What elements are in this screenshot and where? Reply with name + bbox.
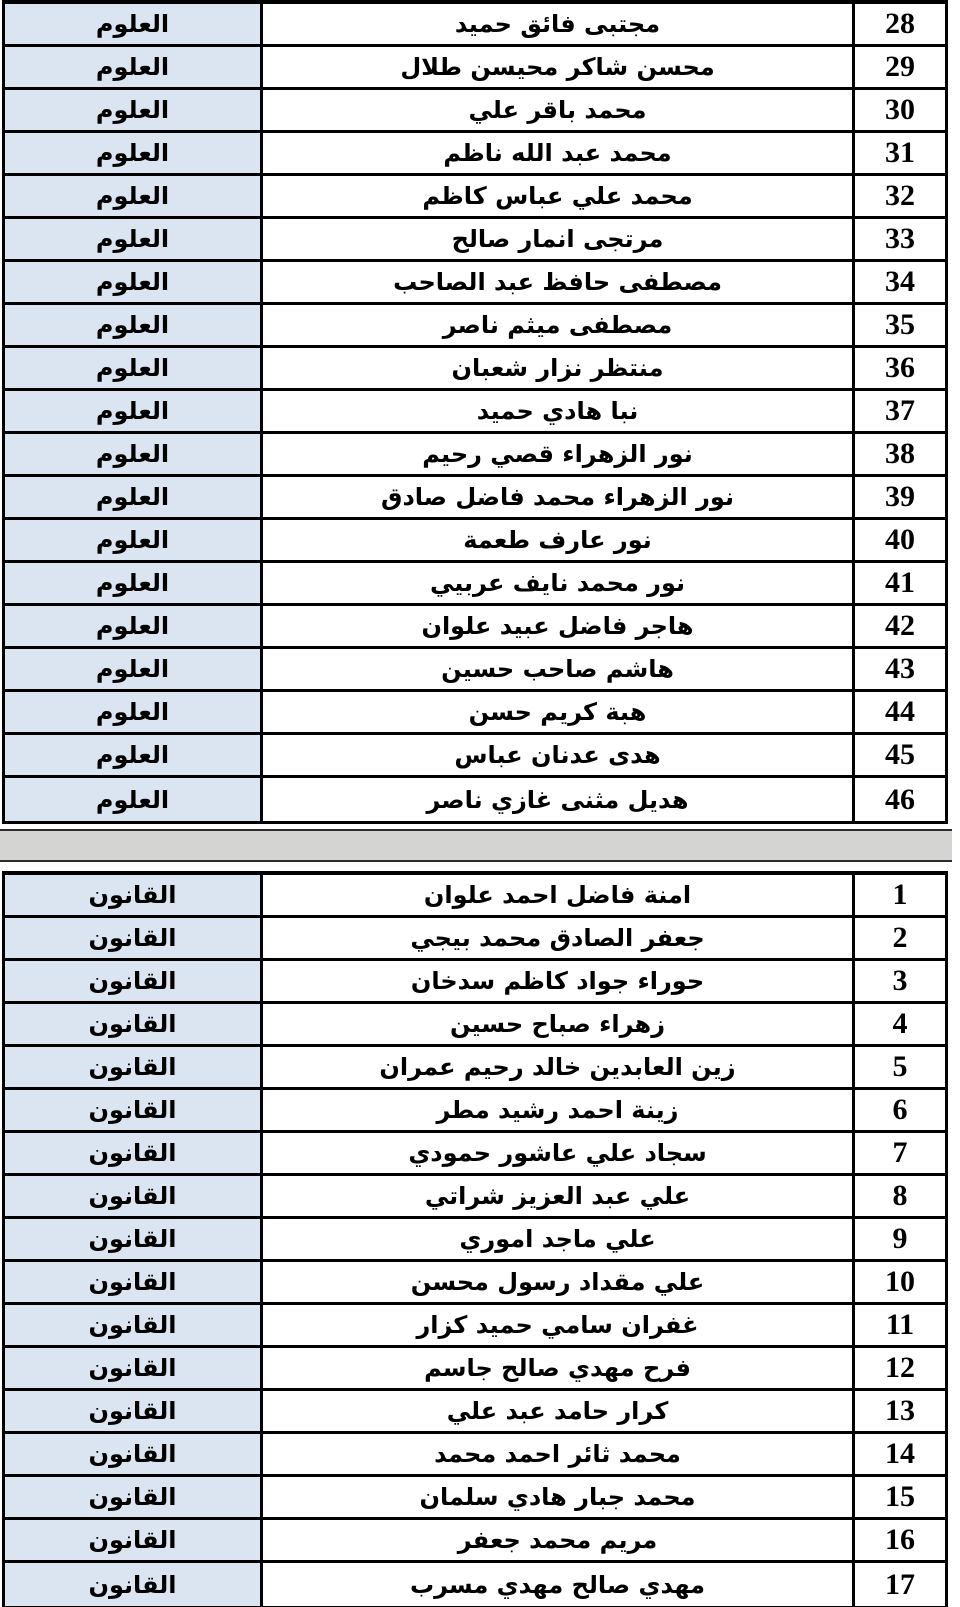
table-row — [5, 1477, 945, 1520]
department-cell — [5, 520, 263, 560]
department-cell — [5, 918, 263, 958]
department-cell — [5, 90, 263, 130]
department-cell — [5, 348, 263, 388]
department-cell — [5, 434, 263, 474]
student-name-cell: علي عبد العزيز شراتي — [424, 1182, 691, 1210]
student-name-cell: محمد باقر علي — [468, 96, 647, 124]
student-name-cell: محمد عبد الله ناظم — [443, 139, 672, 167]
row-number-cell: 33 — [852, 219, 945, 259]
department-cell — [5, 735, 263, 775]
student-name-cell: هبة كريم حسن — [468, 698, 647, 726]
student-name-cell: كرار حامد عبد علي — [446, 1397, 669, 1425]
table-row — [5, 875, 945, 918]
table-row — [5, 176, 945, 219]
row-number-cell: 46 — [852, 778, 945, 821]
department-cell — [5, 477, 263, 517]
row-number-cell: 38 — [852, 434, 945, 474]
student-name-cell: نور عارف طعمة — [463, 526, 652, 554]
department-label: العلوم — [95, 53, 170, 81]
department-cell — [5, 176, 263, 216]
department-label: العلوم — [95, 483, 170, 511]
row-number-cell: 42 — [852, 606, 945, 646]
student-name-cell: محمد علي عباس كاظم — [422, 182, 693, 210]
table-row — [5, 262, 945, 305]
department-cell — [5, 1348, 263, 1388]
department-label: القانون — [88, 924, 177, 952]
department-label: العلوم — [95, 139, 170, 167]
row-number-cell: 40 — [852, 520, 945, 560]
table-row — [5, 1520, 945, 1563]
student-name-cell: نور محمد نايف عربيي — [429, 569, 686, 597]
row-number-cell: 15 — [852, 1477, 945, 1517]
table-row — [5, 219, 945, 262]
row-number-cell: 4 — [852, 1004, 945, 1044]
row-number-cell: 1 — [852, 875, 945, 915]
department-label: القانون — [88, 1570, 177, 1599]
student-name-cell: زهراء صباح حسين — [450, 1010, 666, 1038]
department-label: القانون — [88, 967, 177, 995]
row-number-cell: 31 — [852, 133, 945, 173]
row-number-cell: 6 — [852, 1090, 945, 1130]
table-row — [5, 391, 945, 434]
row-number-cell: 17 — [852, 1563, 945, 1606]
table-row — [5, 1047, 945, 1090]
table-row — [5, 1176, 945, 1219]
student-name-cell: مصطفى ميثم ناصر — [442, 311, 673, 339]
department-cell — [5, 1262, 263, 1302]
table-row — [5, 305, 945, 348]
department-cell — [5, 875, 263, 915]
department-cell — [5, 563, 263, 603]
department-label: العلوم — [95, 354, 170, 382]
student-name-cell: محمد جبار هادي سلمان — [419, 1483, 696, 1511]
student-name-cell: هاشم صاحب حسين — [441, 655, 674, 683]
student-name-cell: حوراء جواد كاظم سدخان — [410, 967, 705, 995]
row-number-cell: 44 — [852, 692, 945, 732]
student-name-cell: امنة فاضل احمد علوان — [423, 881, 692, 909]
table-row — [5, 1305, 945, 1348]
department-cell — [5, 1004, 263, 1044]
row-number-cell: 32 — [852, 176, 945, 216]
row-number-cell: 16 — [852, 1520, 945, 1560]
row-number-cell: 11 — [852, 1305, 945, 1345]
row-number-cell: 45 — [852, 735, 945, 775]
department-cell — [5, 1520, 263, 1560]
department-label: العلوم — [95, 612, 170, 640]
table-row — [5, 1391, 945, 1434]
table-row — [5, 692, 945, 735]
row-number-cell: 7 — [852, 1133, 945, 1173]
student-name-cell: مصطفى حافظ عبد الصاحب — [393, 268, 722, 296]
student-name-cell: مجتبى فائق حميد — [454, 10, 661, 38]
table-row — [5, 961, 945, 1004]
table-row — [5, 735, 945, 778]
student-name-cell: نور الزهراء قصي رحيم — [422, 440, 693, 468]
department-cell — [5, 649, 263, 689]
department-label: العلوم — [95, 225, 170, 253]
table-row — [5, 563, 945, 606]
department-label: القانون — [88, 1397, 177, 1425]
department-cell — [5, 961, 263, 1001]
student-name-cell: نور الزهراء محمد فاضل صادق — [381, 483, 734, 511]
table-row — [5, 90, 945, 133]
row-number-cell: 5 — [852, 1047, 945, 1087]
row-number-cell: 37 — [852, 391, 945, 431]
department-cell — [5, 606, 263, 646]
department-label: القانون — [88, 1225, 177, 1253]
department-cell — [5, 391, 263, 431]
student-name-cell: هديل مثنى غازي ناصر — [426, 785, 689, 814]
row-number-cell: 35 — [852, 305, 945, 345]
table-row — [5, 778, 945, 821]
table-row — [5, 434, 945, 477]
student-name-cell: جعفر الصادق محمد بيجي — [410, 924, 705, 952]
department-cell — [5, 1090, 263, 1130]
department-label: القانون — [88, 1440, 177, 1468]
department-cell — [5, 305, 263, 345]
department-cell — [5, 133, 263, 173]
row-number-cell: 43 — [852, 649, 945, 689]
department-label: العلوم — [95, 785, 170, 814]
department-label: القانون — [88, 1268, 177, 1296]
row-number-cell: 13 — [852, 1391, 945, 1431]
department-cell — [5, 47, 263, 87]
table-row — [5, 918, 945, 961]
table-row — [5, 348, 945, 391]
section-separator-bar — [0, 829, 952, 862]
student-name-cell: زين العابدين خالد رحيم عمران — [379, 1053, 736, 1081]
department-cell — [5, 1391, 263, 1431]
department-cell — [5, 1563, 263, 1606]
department-label: القانون — [88, 1096, 177, 1124]
row-number-cell: 28 — [852, 4, 945, 44]
department-label: العلوم — [95, 311, 170, 339]
table-row — [5, 1348, 945, 1391]
department-label: القانون — [88, 1139, 177, 1167]
table-row — [5, 1090, 945, 1133]
department-label: العلوم — [95, 397, 170, 425]
row-number-cell: 39 — [852, 477, 945, 517]
department-label: العلوم — [95, 182, 170, 210]
student-name-cell: فرح مهدي صالح جاسم — [424, 1354, 691, 1382]
department-label: العلوم — [95, 655, 170, 683]
student-name-cell: علي ماجد اموري — [459, 1225, 656, 1253]
department-label: القانون — [88, 1182, 177, 1210]
table-row — [5, 649, 945, 692]
student-name-cell: هاجر فاضل عبيد علوان — [421, 612, 694, 640]
student-name-cell: محسن شاكر محيسن طلال — [400, 53, 715, 81]
department-label: القانون — [88, 1010, 177, 1038]
student-name-cell: سجاد علي عاشور حمودي — [408, 1139, 707, 1167]
table-row — [5, 1004, 945, 1047]
row-number-cell: 2 — [852, 918, 945, 958]
student-name-cell: زينة احمد رشيد مطر — [436, 1096, 679, 1124]
department-label: العلوم — [95, 569, 170, 597]
department-label: القانون — [88, 1053, 177, 1081]
department-cell — [5, 1219, 263, 1259]
department-label: العلوم — [95, 268, 170, 296]
table-row — [5, 4, 945, 47]
row-number-cell: 34 — [852, 262, 945, 302]
department-label: العلوم — [95, 698, 170, 726]
row-number-cell: 10 — [852, 1262, 945, 1302]
department-cell — [5, 1477, 263, 1517]
student-name-cell: محمد ثائر احمد محمد — [434, 1440, 681, 1468]
row-number-cell: 36 — [852, 348, 945, 388]
law-roster-table — [2, 871, 948, 1607]
student-name-cell: مهدي صالح مهدي مسرب — [409, 1570, 706, 1599]
table-row — [5, 47, 945, 90]
student-name-cell: مرتجى انمار صالح — [451, 225, 664, 253]
student-name-cell: هدى عدنان عباس — [454, 741, 661, 769]
table-row — [5, 1262, 945, 1305]
department-cell — [5, 1176, 263, 1216]
row-number-cell: 12 — [852, 1348, 945, 1388]
department-label: القانون — [88, 1311, 177, 1339]
row-number-cell: 9 — [852, 1219, 945, 1259]
department-cell — [5, 778, 263, 821]
department-cell — [5, 262, 263, 302]
department-label: العلوم — [95, 96, 170, 124]
student-name-cell: نبا هادي حميد — [476, 397, 639, 425]
department-cell — [5, 1047, 263, 1087]
row-number-cell: 41 — [852, 563, 945, 603]
department-cell — [5, 692, 263, 732]
table-row — [5, 1219, 945, 1262]
department-label: العلوم — [95, 440, 170, 468]
student-name-cell: مريم محمد جعفر — [457, 1526, 658, 1554]
department-label: العلوم — [95, 10, 170, 38]
department-label: القانون — [88, 881, 177, 909]
table-row — [5, 520, 945, 563]
student-name-cell: علي مقداد رسول محسن — [410, 1268, 705, 1296]
row-number-cell: 8 — [852, 1176, 945, 1216]
table-row — [5, 1563, 945, 1606]
department-label: العلوم — [95, 526, 170, 554]
row-number-cell: 3 — [852, 961, 945, 1001]
sciences-roster-table — [2, 0, 948, 824]
student-name-cell: غفران سامي حميد كزار — [416, 1311, 699, 1339]
table-row — [5, 477, 945, 520]
row-number-cell: 29 — [852, 47, 945, 87]
department-cell — [5, 1305, 263, 1345]
department-label: القانون — [88, 1354, 177, 1382]
table-row — [5, 133, 945, 176]
table-row — [5, 1133, 945, 1176]
table-row — [5, 606, 945, 649]
row-number-cell: 14 — [852, 1434, 945, 1474]
department-label: القانون — [88, 1526, 177, 1554]
row-number-cell: 30 — [852, 90, 945, 130]
department-label: العلوم — [95, 741, 170, 769]
department-cell — [5, 4, 263, 44]
department-cell — [5, 1133, 263, 1173]
department-label: القانون — [88, 1483, 177, 1511]
department-cell — [5, 219, 263, 259]
student-name-cell: منتظر نزار شعبان — [451, 354, 664, 382]
department-cell — [5, 1434, 263, 1474]
table-row — [5, 1434, 945, 1477]
